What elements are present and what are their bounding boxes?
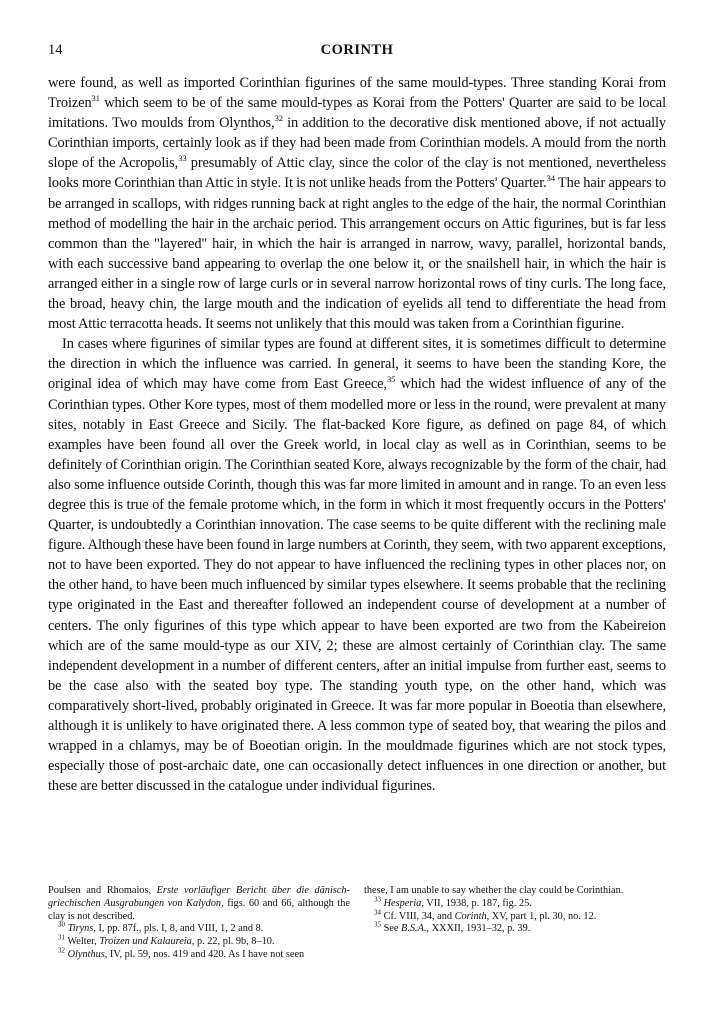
footnote-ref-34[interactable]: 34: [546, 173, 555, 184]
text-run: presumably of Attic clay, since the color of the clay is not mentioned, nevertheless looks more Corinthian than Attic in style. It is not unlike heads from the Potters' Quarter.: [48, 155, 666, 192]
paragraph-2: [48, 334, 666, 796]
footnote-number: 35: [374, 920, 381, 929]
footnote-34: [364, 908, 666, 924]
footnote-ref-31[interactable]: 31: [91, 93, 100, 104]
footnote-continuation: these, I am unable to say whether the clay could be Corinthian.: [364, 885, 624, 896]
text-run: which seem to be of the same mould-types as Korai from the Potters' Quarter are said to be local imitations. Two moulds from Olynthos,: [48, 95, 666, 132]
citation-title: Corinth: [454, 910, 487, 922]
citation-title: B.S.A.: [401, 923, 427, 935]
footnote-30: [48, 920, 350, 936]
footnote-number: 31: [58, 933, 65, 942]
running-title: CORINTH: [320, 42, 394, 58]
text-run: In cases where figurines of similar types are found at different sites, it is sometimes difficult to determine the direction in which the influence was carried. In general, it seems to have been the standing Kore, the original idea of which may have come from East Greece,: [48, 336, 666, 393]
footnote-number: 34: [374, 908, 381, 917]
footnote-continuation: [48, 885, 350, 923]
text-run: See: [383, 923, 402, 935]
page-number: 14: [48, 42, 63, 58]
text-run: in addition to the decorative disk mentioned above, if not actually Corinthian imports, certainly look as if they had been made from Corinthian models. A mould from the north slope of the Acropolis,: [48, 115, 667, 172]
text-run: The hair appears to be arranged in scallops, with ridges running back at right angles to the edge of the hair, the normal Corinthian method of modelling the hair in the archaic period. This arrangement occurs on Attic figurines, but is far less common than the "layered" hair, in which the hair is arranged in narrow, wavy, parallel, horizontal bands, with each successive band appearing to overlap the one below it, or the snailshell hair, in which the hair is arranged either in a single row of large curls or in several narrow horizontal rows of tiny curls. The long face, the broad, heavy chin, the large mouth and the indication of eyelids all tend to differentiate the head from most Attic terracotta heads. It seems not unlikely that this mould was taken from a Corinthian figurine.: [48, 175, 666, 333]
footnote-31: [48, 933, 350, 949]
footnotes: [48, 885, 666, 962]
citation-title: Hesperia: [383, 897, 422, 909]
body-text: [48, 73, 666, 796]
text-run: Poulsen and Rhomaios,: [48, 885, 157, 896]
text-run: , figs. 60 and 66, although the clay is not described.: [48, 897, 350, 922]
citation-title: Troizen und Kalaureia: [99, 936, 192, 948]
footnote-32: [48, 946, 350, 962]
paragraph-1: [48, 73, 666, 334]
text-run: were found, as well as imported Corinthian figurines of the same mould-types. Three standing Korai from Troizen: [48, 75, 666, 112]
text-run: , VII, 1938, p. 187, fig. 25.: [421, 897, 532, 909]
text-run: which had the widest influence of any of the Corinthian types. Other Kore types, most of them modelled more or less in the round, were prevalent at many sites, notably in East Greece and Sicily. The flat-backed Kore figure, as defined on page 84, of which examples have been found all over the Greek world, in local clay as well as in Corinthian, seems to be definitely of Corinthian origin. The Corinthian seated Kore, always recognizable by the form of the chair, had also some influence outside Corinth, though this was far more limited in amount and in range. To an even less degree this is true of the female protome which, in the form in which it most frequently occurs in the Potters' Quarter, is undoubtedly a Corinthian innovation. The case seems to be quite different with the reclining male figure. Although these have been found in large numbers at Corinth, they seem, with two apparent exceptions, not to have been exported. They do not appear to have influenced the reclining types in other places nor, on the other hand, to have been much influenced by similar types elsewhere. It seems probable that the reclining type originated in the East and thereafter followed an independent course of development at a number of centers. The only figurines of this type which appear to have been exported are two from the Kabeireion which are of the same mould-type as our XIV, 2; these are almost certainly of Corinthian clay. The same independent development in a number of different centers, after an initial impulse from further east, seems to be the case also with the seated boy type. The standing youth type, on the other hand, which was comparatively short-lived, probably originated in Greece. It was far more popular in Boeotia than elsewhere, although it is unlikely to have originated there. A less common type of seated boy, that wearing the pilos and wrapped in a chlamys, may be of Boeotian origin. In the mouldmade figurines which are not stock types, especially those of post-archaic date, one can occasionally detect influences in one direction or another, but these are better discussed in the catalogue under individual figurines.: [48, 376, 666, 795]
footnotes-left-column: [48, 885, 350, 962]
text-run: Welter,: [67, 936, 100, 948]
text-run: , I, pp. 87f., pls. I, 8, and VIII, 1, 2 and 8.: [93, 923, 264, 935]
page-header: [48, 42, 666, 64]
footnote-number: 30: [58, 920, 65, 929]
text-run: , p. 22, pl. 9b, 8–10.: [191, 936, 275, 948]
text-run: , XXXII, 1931–32, p. 39.: [426, 923, 531, 935]
footnote-33: [364, 895, 666, 911]
footnote-35: [364, 920, 666, 936]
footnote-number: 32: [58, 946, 65, 955]
footnote-ref-32[interactable]: 32: [274, 113, 283, 124]
citation-title: Olynthus: [67, 948, 105, 960]
footnote-ref-35[interactable]: 35: [386, 374, 396, 385]
text-run: , XV, part 1, pl. 30, no. 12.: [486, 910, 597, 922]
text-run: , IV, pl. 59, nos. 419 and 420. As I have not seen: [104, 948, 305, 960]
footnotes-right-column: [364, 885, 666, 962]
citation-title: Erste vorläufiger Bericht über die dänisch-griechischen Ausgrabungen von Kalydon: [48, 885, 350, 909]
text-run: Cf. VIII, 34, and: [383, 910, 455, 922]
footnote-ref-33[interactable]: 33: [178, 153, 187, 164]
footnote-number: 33: [374, 895, 381, 904]
citation-title: Tiryns: [67, 923, 94, 935]
